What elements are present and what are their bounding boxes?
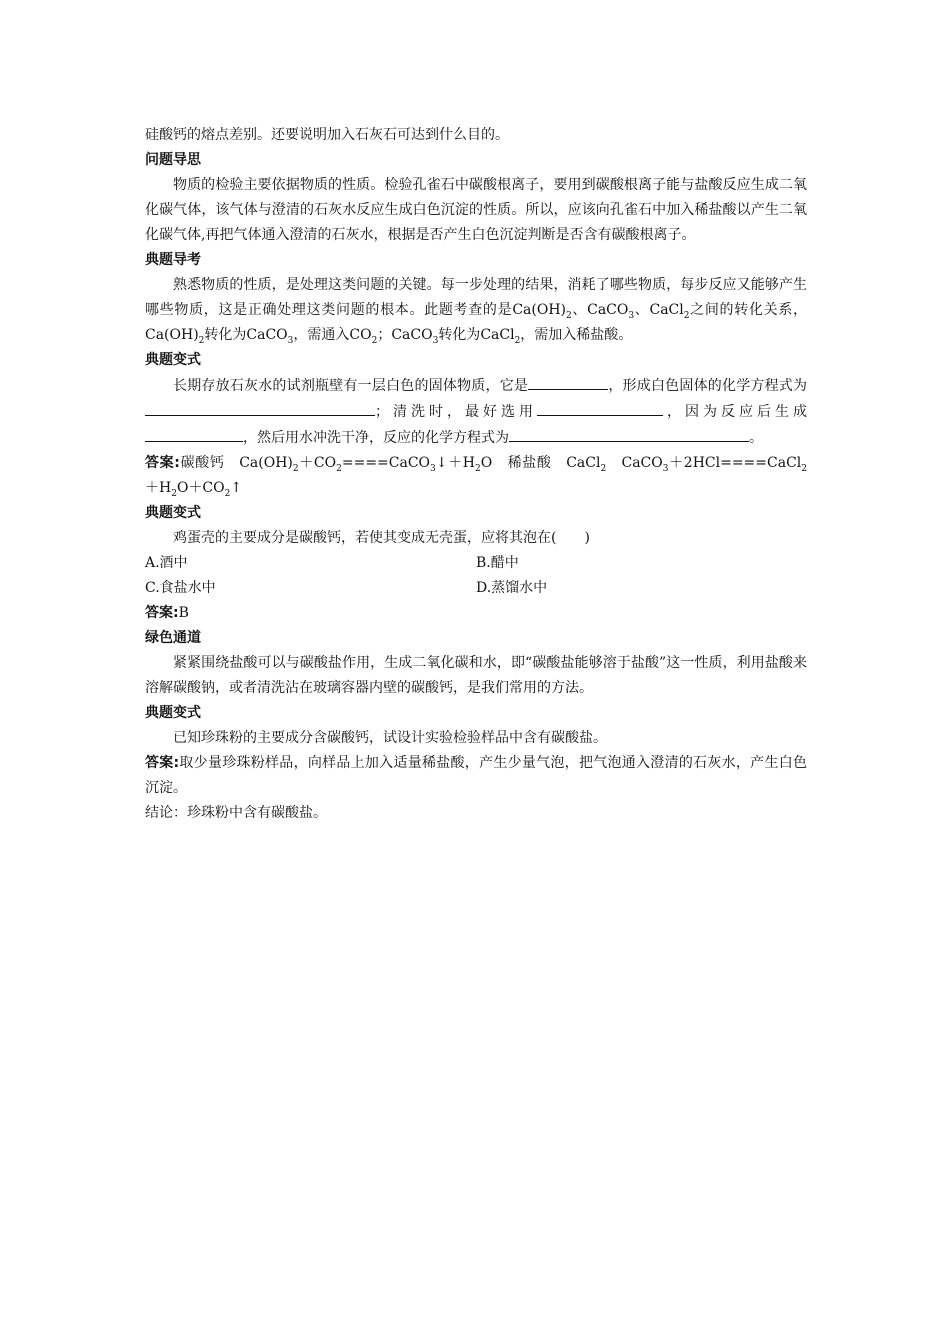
document-page xyxy=(145,123,807,826)
variant-1-question: 长期存放石灰水的试剂瓶壁有一层白色的固体物质，它是 ，形成白色固体的化学方程式为；清洗时，最好选用 ，因为反应后生成，然后用水冲洗干净，反应的化学方程式为 。 xyxy=(145,373,807,451)
answer-text: 取少量珍珠粉样品，向样品上加入适量稀盐酸，产生少量气泡，把气泡通入澄清的石灰水，产生白色沉淀。 xyxy=(145,755,807,796)
section-heading-problem-guide: 问题导思 xyxy=(145,152,201,168)
option-a: A.酒中 xyxy=(145,555,188,571)
section-heading-variant-2: 典题变式 xyxy=(145,505,201,521)
section-heading-typical-exam: 典题导考 xyxy=(145,252,201,268)
variant-3-conclusion: 结论：珍珠粉中含有碳酸盐。 xyxy=(145,805,327,821)
option-b: B.醋中 xyxy=(476,555,519,571)
answer-label: 答案: xyxy=(145,455,180,471)
problem-guide-paragraph: 物质的检验主要依据物质的性质。检验孔雀石中碳酸根离子，要用到碳酸根离子能与盐酸反应生成二氧化碳气体，该气体与澄清的石灰水反应生成白色沉淀的性质。所以，应该向孔雀石中加入稀盐酸以产生二氧化碳气体,再把气体通入澄清的石灰水，根据是否产生白色沉淀判断是否含有碳酸根离子。 xyxy=(145,177,807,243)
variant-3-question: 已知珍珠粉的主要成分含碳酸钙，试设计实验检验样品中含有碳酸盐。 xyxy=(173,730,607,746)
typical-exam-paragraph: 熟悉物质的性质，是处理这类问题的关键。每一步处理的结果，消耗了哪些物质，每步反应又能够产生哪些物质，这是正确处理这类问题的根本。此题考查的是$Ca(OH)_2$、CaCO$_3$、CaCl$_2$之间的转化关系，$Ca(OH)_2$转化为CaCO$_3$，需通入$CO_2$；CaCO$_3$转化为CaCl$_2$，需加入稀盐酸。 xyxy=(145,277,808,346)
section-heading-variant-1: 典题变式 xyxy=(145,352,201,368)
fill-blank-4[interactable] xyxy=(145,425,243,442)
variant-2-answer xyxy=(145,601,807,626)
fill-blank-5[interactable] xyxy=(509,425,661,442)
option-c: C.食盐水中 xyxy=(145,580,216,596)
fill-blank-3[interactable] xyxy=(537,399,663,416)
variant-2-options xyxy=(145,551,807,601)
answer-label: 答案: xyxy=(145,605,179,621)
variant-1-answer: 答案:碳酸钙 $Ca(OH)_2+CO_2====CaCO_3↓+H_2O$ 稀盐酸 CaCl$_2$ $CaCO_3+2HCl====CaCl_2+H_2O+CO_2↑$ xyxy=(145,455,807,499)
variant-3-answer xyxy=(145,751,807,801)
green-channel-paragraph: 紧紧围绕盐酸可以与碳酸盐作用，生成二氧化碳和水，即“碳酸盐能够溶于盐酸”这一性质，利用盐酸来溶解碳酸钠，或者清洗沾在玻璃容器内壁的碳酸钙，是我们常用的方法。 xyxy=(145,655,807,696)
option-d: D.蒸馏水中 xyxy=(476,580,548,596)
section-heading-green-channel: 绿色通道 xyxy=(145,630,201,646)
fill-blank-5-continued[interactable] xyxy=(661,425,749,442)
intro-text: 硅酸钙的熔点差别。还要说明加入石灰石可达到什么目的。 xyxy=(145,127,509,143)
fill-blank-2[interactable] xyxy=(145,399,375,416)
fill-blank-1[interactable] xyxy=(528,373,608,390)
answer-label: 答案: xyxy=(145,755,180,771)
variant-2-question: 鸡蛋壳的主要成分是碳酸钙，若使其变成无壳蛋，应将其泡在( ) xyxy=(173,530,590,546)
section-heading-variant-3: 典题变式 xyxy=(145,705,201,721)
answer-value: B xyxy=(178,605,189,621)
typical-exam-text-a: 熟悉物质的性质，是处理这类问题的关键。每一步处理的结果，消耗了哪些物质，每步反应又能够产生哪些物质，这是正确处理这类问题的根本。此题考查的是 xyxy=(145,277,807,318)
